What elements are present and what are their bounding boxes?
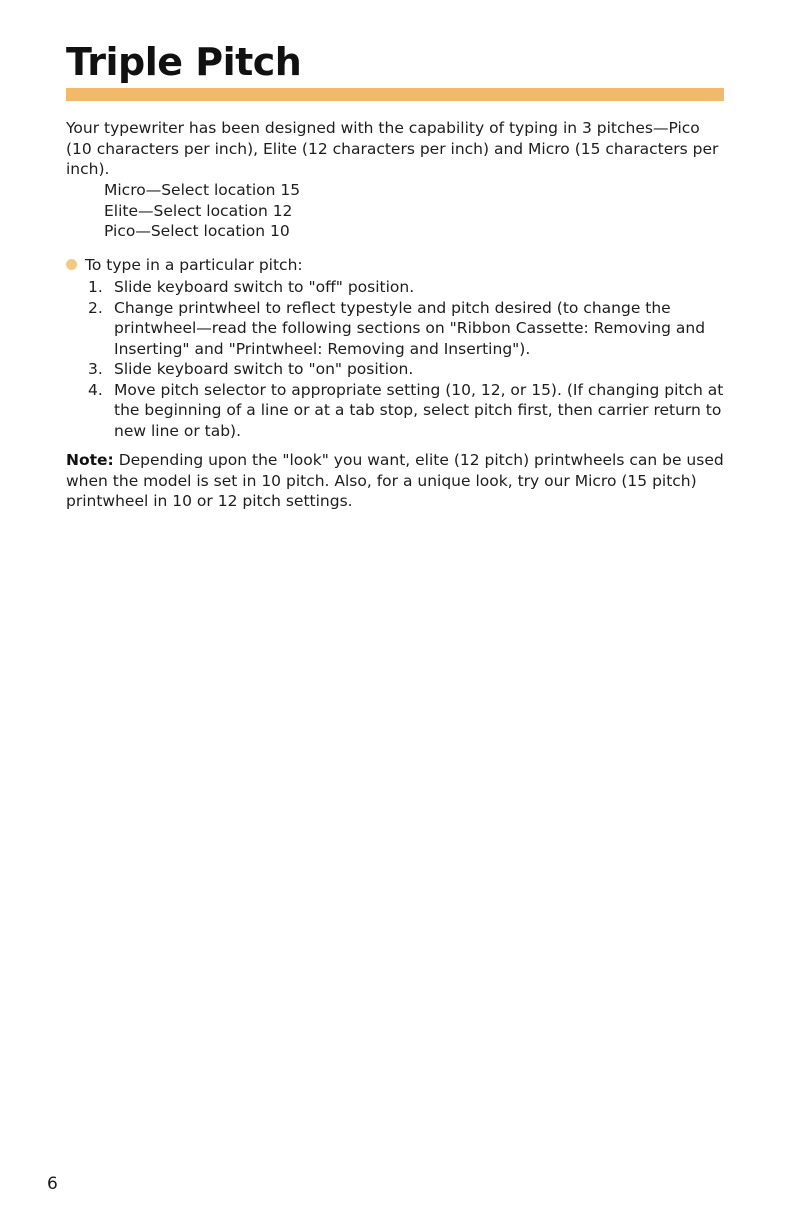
step-item <box>88 298 728 360</box>
pitch-settings-list <box>104 180 300 242</box>
bullet-dot-icon <box>66 259 77 270</box>
bullet-instruction <box>66 255 303 276</box>
step-number: 1. <box>88 278 103 296</box>
step-item <box>88 277 728 298</box>
step-text: Slide keyboard switch to "off" position. <box>114 278 415 296</box>
setting-micro: Micro—Select location 15 <box>104 181 301 199</box>
title-underline-bar <box>66 88 724 101</box>
bullet-text: To type in a particular pitch: <box>85 256 303 274</box>
step-item <box>88 380 728 442</box>
page-number: 6 <box>47 1174 58 1194</box>
intro-paragraph: Your typewriter has been designed with the capability of typing in 3 pitches—Pico (10 characters per inch), Elite (12 characters per inch) and Micro (15 characters per inch). <box>66 119 719 178</box>
step-text: Move pitch selector to appropriate setting (10, 12, or 15). (If changing pitch at the beginning of a line or at a tab stop, select pitch first, then carrier return to new line or tab). <box>114 380 724 440</box>
setting-elite: Elite—Select location 12 <box>104 201 293 220</box>
step-text: Slide keyboard switch to "on" position. <box>114 360 414 378</box>
step-number: 2. <box>88 298 103 317</box>
step-text: Change printwheel to reflect typestyle and pitch desired (to change the printwheel—read the following sections on "Ribbon Cassette: Removing and Inserting" and "Printwheel: Removing and Inserting"). <box>114 298 706 358</box>
step-number: 3. <box>88 360 103 378</box>
note-paragraph <box>66 450 730 512</box>
page-title: Triple Pitch <box>66 40 302 84</box>
step-item <box>88 359 728 380</box>
note-text: Depending upon the "look" you want, elite (12 pitch) printwheels can be used when the model is set in 10 pitch. Also, for a unique look, try our Micro (15 pitch) printwheel in 10 or 12 pitch settings. <box>66 451 724 510</box>
step-number: 4. <box>88 380 103 399</box>
note-label: Note: <box>66 451 114 469</box>
setting-pico: Pico—Select location 10 <box>104 222 290 240</box>
steps-list <box>88 277 728 441</box>
